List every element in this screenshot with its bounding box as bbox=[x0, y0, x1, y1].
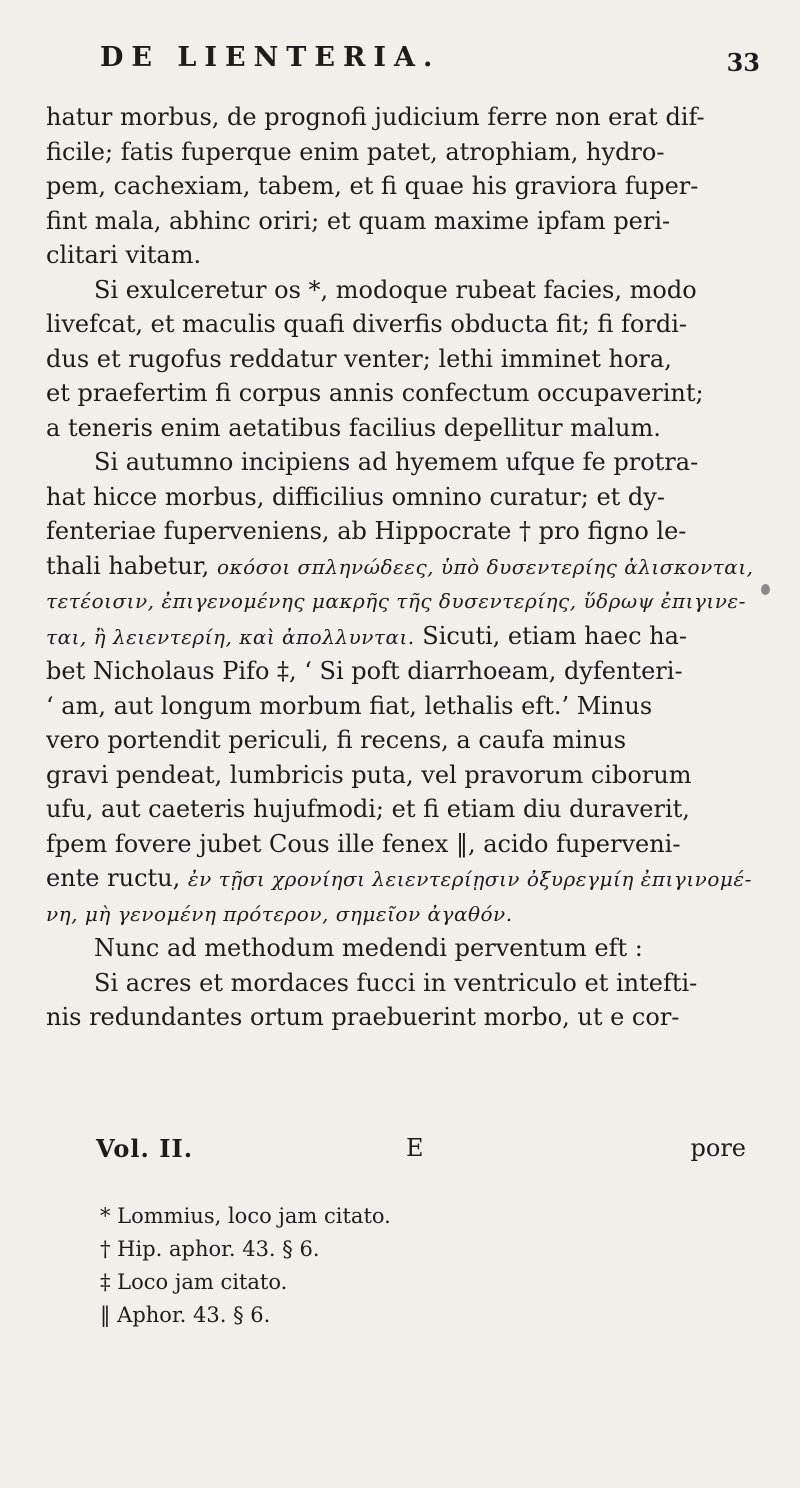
greek-quote: ἐν τῇσι χρονίησι λειεντερίῃσιν ὀξυρεγμίη ἐπιγινομέ- bbox=[187, 867, 752, 891]
latin-segment: Sicuti, etiam haec ha- bbox=[422, 621, 688, 650]
latin-segment: ente ructu, bbox=[46, 864, 181, 892]
text-line: bet Nicholaus Pifo ‡, ‘ Si poft diarrhoeam, dyfenteri- bbox=[46, 657, 683, 685]
running-title: DE LIENTERIA. bbox=[100, 42, 441, 73]
text-line: dus et rugofus reddatur venter; lethi imminet hora, bbox=[46, 344, 672, 373]
footnote: ‖ Aphor. 43. § 6. bbox=[100, 1303, 271, 1327]
text-line: hat hicce morbus, difficilius omnino curatur; et dy- bbox=[46, 482, 665, 511]
footnote: * Lommius, loco jam citato. bbox=[100, 1204, 391, 1228]
text-line: ficile; fatis fuperque enim patet, atrophiam, hydro- bbox=[46, 137, 665, 166]
body-text bbox=[46, 100, 776, 1035]
text-line: livefcat, et maculis quafi diverfis obducta fit; fi fordi- bbox=[46, 310, 687, 338]
greek-line: νη, μὴ γενομένη πρότερον, σημεῖον ἀγαθόν. bbox=[46, 901, 513, 926]
text-line: hatur morbus, de prognofi judicium ferre non erat dif- bbox=[46, 103, 705, 131]
text-line: clitari vitam. bbox=[46, 241, 202, 269]
text-line: fpem fovere jubet Cous ille fenex ‖, acido fuperveni- bbox=[46, 829, 681, 858]
signature-line bbox=[96, 1134, 746, 1168]
text-line: a teneris enim aetatibus facilius depellitur malum. bbox=[46, 413, 661, 442]
text-line bbox=[46, 549, 776, 585]
text-line: ‘ am, aut longum morbum fiat, lethalis eft.’ Minus bbox=[46, 691, 653, 720]
latin-segment: thali habetur, bbox=[46, 551, 210, 580]
text-line: fenteriae fuperveniens, ab Hippocrate † pro figno le- bbox=[46, 517, 687, 545]
footnote: † Hip. aphor. 43. § 6. bbox=[100, 1237, 320, 1261]
greek-quote: οκόσοι σπληνώδεες, ὑπὸ δυσεντερίης ἁλισκονται, bbox=[216, 554, 754, 579]
text-line: Si exulceretur os *, modoque rubeat facies, modo bbox=[94, 275, 697, 304]
signature-mark: E bbox=[406, 1134, 424, 1162]
text-line: et praefertim fi corpus annis confectum occupaverint; bbox=[46, 379, 704, 407]
text-line bbox=[46, 861, 776, 897]
greek-quote: ται, ἢ λειεντερίη, καὶ ἀπολλυνται. bbox=[46, 624, 415, 649]
page-number: 33 bbox=[726, 48, 760, 77]
text-line: vero portendit periculi, fi recens, a caufa minus bbox=[46, 726, 627, 754]
text-line: Si acres et mordaces fucci in ventriculo et intefti- bbox=[94, 968, 698, 997]
catchword: pore bbox=[690, 1134, 746, 1162]
text-line bbox=[46, 619, 776, 655]
volume-mark: Vol. II. bbox=[96, 1134, 194, 1163]
text-line: gravi pendeat, lumbricis puta, vel pravorum ciborum bbox=[46, 760, 692, 789]
page-header bbox=[70, 42, 760, 82]
text-line: nis redundantes ortum praebuerint morbo, ut e cor- bbox=[46, 1003, 680, 1031]
footnotes bbox=[100, 1200, 700, 1332]
text-line: Nunc ad methodum medendi perventum eft : bbox=[94, 934, 643, 962]
ink-spot bbox=[761, 584, 770, 595]
text-line: ufu, aut caeteris hujufmodi; et fi etiam diu duraverit, bbox=[46, 795, 690, 823]
footnote: ‡ Loco jam citato. bbox=[100, 1270, 288, 1294]
text-line: Si autumno incipiens ad hyemem ufque fe protra- bbox=[94, 448, 699, 476]
text-line: fint mala, abhinc oriri; et quam maxime ipfam peri- bbox=[46, 206, 671, 235]
greek-line: τετέοισιν, ἐπιγενομένης μακρῆς τῆς δυσεντερίης, ὕδρωψ ἐπιγινε- bbox=[46, 589, 746, 613]
text-line: pem, cachexiam, tabem, et fi quae his graviora fuper- bbox=[46, 172, 699, 200]
